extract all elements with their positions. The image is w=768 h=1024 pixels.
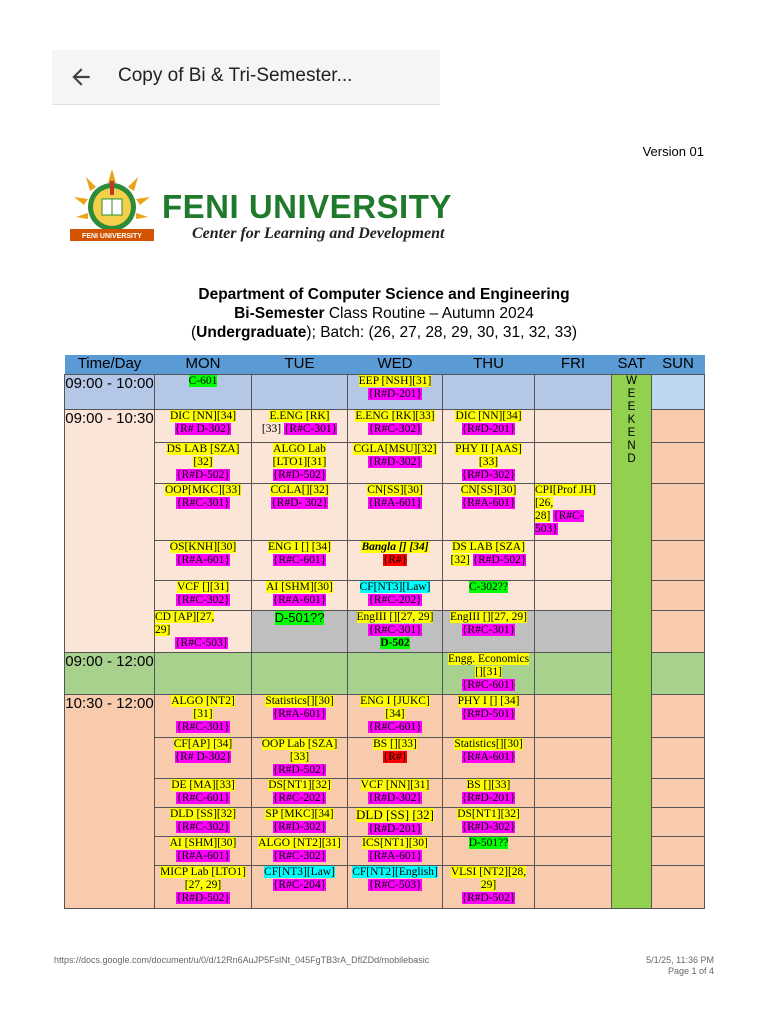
class-text: Engg. Economics	[447, 652, 530, 665]
cell-fri	[535, 737, 612, 778]
class-text: SP [MKC][34]	[265, 807, 334, 820]
room-text: {R#C-302}	[176, 820, 230, 833]
room-text: {R#C-503}	[175, 636, 229, 649]
footer-page-number: Page 1 of 4	[667, 966, 714, 976]
class-text: ALGO Lab	[273, 442, 326, 455]
room-text: {R#C-	[553, 509, 584, 522]
cell-thu	[443, 610, 535, 652]
class-text: Statistics[][30]	[265, 694, 334, 707]
room-text: {R#D-502}	[272, 468, 327, 481]
cell-fri	[535, 865, 612, 908]
header-thu: THU	[443, 355, 535, 374]
cell-fri	[535, 409, 612, 442]
cell-fri	[535, 836, 612, 865]
class-text: BS [][33]	[466, 778, 511, 791]
header-sat: SAT	[612, 355, 652, 374]
footer-url: https://docs.google.com/document/u/0/d/12Rn6AuJP5FslNt_045FgTB3rA_DflZDd/mobilebasic	[54, 955, 430, 965]
class-text: AI [SHM][30]	[266, 580, 333, 593]
cell-thu	[443, 778, 535, 807]
class-text: EngIII [][27, 29]	[356, 610, 434, 623]
class-text: EngIII [][27, 29]	[450, 610, 527, 623]
room-text: {R#D-502}	[272, 763, 327, 776]
cell-tue	[252, 540, 348, 580]
cell-wed	[348, 694, 443, 737]
class-text: ENG I [JUKC]	[360, 694, 430, 707]
table-row	[65, 778, 705, 807]
semester-label: Bi-Semester	[234, 305, 325, 322]
class-text: ALGO [NT2]	[171, 694, 235, 707]
weekend-letter: K	[627, 413, 636, 426]
cell-wed	[348, 652, 443, 694]
header-sun: SUN	[652, 355, 705, 374]
room-alt: D-502	[380, 636, 410, 649]
class-text: ENG I [] [34]	[268, 540, 331, 553]
cell-mon	[155, 652, 252, 694]
class-text: D-501??	[468, 836, 509, 849]
cell-tue	[252, 865, 348, 908]
class-text: DIC [NN][34]	[455, 409, 522, 422]
cell-mon	[155, 483, 252, 540]
class-text: AI [SHM][30]	[169, 836, 237, 849]
table-row	[65, 807, 705, 836]
cell-tue	[252, 836, 348, 865]
class-text: VCF [NN][31]	[360, 778, 430, 791]
cell-tue	[252, 807, 348, 836]
header-wed: WED	[348, 355, 443, 374]
routine-heading	[0, 305, 768, 323]
university-subtitle: Center for Learning and Development	[192, 225, 445, 242]
class-text: DS LAB [SZA]	[452, 540, 525, 553]
class-text: E.ENG [RK]	[269, 409, 330, 422]
cell-tue	[252, 610, 348, 652]
header-tue: TUE	[252, 355, 348, 374]
time-slot-4: 10:30 - 12:00	[65, 694, 155, 908]
cell-wed	[348, 374, 443, 409]
room-text: {R#C-601}	[461, 678, 516, 691]
class-text: Bangla [] [34]	[361, 540, 429, 553]
table-row	[65, 483, 705, 540]
room-text: {R#D-502}	[176, 468, 230, 481]
room-text: {R#A-601}	[176, 553, 230, 566]
room-text: {R#}	[382, 750, 408, 763]
cell-thu	[443, 580, 535, 610]
time-slot-3: 09:00 - 12:00	[65, 652, 155, 694]
cell-thu	[443, 374, 535, 409]
class-text: ICS[NT1][30]	[362, 836, 428, 849]
cell-wed	[348, 737, 443, 778]
time-slot-1: 09:00 - 10:00	[65, 374, 155, 409]
logo-text: FENI UNIVERSITY	[82, 233, 142, 240]
program-label: Undergraduate	[196, 324, 307, 341]
cell-fri	[535, 580, 612, 610]
cell-mon	[155, 737, 252, 778]
room-text: {R#C-301}	[283, 422, 338, 435]
header-time-day: Time/Day	[65, 355, 155, 374]
cell-mon	[155, 610, 252, 652]
room-text: {R#C-302}	[272, 849, 327, 862]
room-text: {R# D-302}	[174, 750, 232, 763]
weekend-letter: N	[627, 439, 636, 452]
room-text: {R#D-302}	[368, 455, 422, 468]
cell-tue	[252, 374, 348, 409]
class-text: DE [MA][33]	[171, 778, 235, 791]
class-batch: [33]	[261, 422, 282, 435]
cell-tue	[252, 483, 348, 540]
class-text: DS[NT1][32]	[457, 807, 520, 820]
cell-thu	[443, 409, 535, 442]
room-text: {R#C-601}	[368, 720, 422, 733]
room-text: {R#C-204}	[272, 878, 327, 891]
room-text: {R#D-201}	[461, 791, 516, 804]
cell-thu	[443, 737, 535, 778]
cell-sun	[652, 483, 705, 540]
cell-mon	[155, 580, 252, 610]
class-text: VCF [][31]	[176, 580, 230, 593]
cell-tue	[252, 694, 348, 737]
room-text: {R#D- 302}	[271, 496, 328, 509]
room-text: {R#D-502}	[176, 891, 230, 904]
room-text: {R#D-302}	[461, 820, 516, 833]
class-text: DS LAB [SZA]	[166, 442, 240, 455]
cell-thu	[443, 442, 535, 483]
class-batch: 29]	[155, 623, 171, 636]
room-text: {R#C-601}	[176, 791, 230, 804]
cell-tue	[252, 737, 348, 778]
class-text: CF[NT2][English]	[352, 865, 438, 878]
cell-thu	[443, 865, 535, 908]
room-text: {R#D-201}	[368, 387, 422, 400]
cell-sun	[652, 652, 705, 694]
room-text: {R#A-601}	[368, 496, 422, 509]
table-row	[65, 374, 705, 409]
weekend-letter: D	[627, 452, 636, 465]
class-text: CPI[Prof JH]	[535, 483, 597, 496]
room-text: {R#C-601}	[272, 553, 327, 566]
cell-sun	[652, 442, 705, 483]
cell-fri	[535, 778, 612, 807]
class-batch: [27, 29]	[184, 878, 222, 891]
room-text: {R#C-301}	[176, 496, 230, 509]
weekend-letter: W	[626, 374, 637, 387]
class-text: MICP Lab [LTO1]	[160, 865, 246, 878]
room-text: {R#A-601}	[272, 707, 327, 720]
cell-sun	[652, 580, 705, 610]
room-text: {R#D-501}	[461, 707, 516, 720]
class-text: OS[KNH][30]	[169, 540, 237, 553]
room-text: {R#D-201}	[461, 422, 516, 435]
class-text: ALGO [NT2][31]	[258, 836, 341, 849]
batch-list: ); Batch: (26, 27, 28, 29, 30, 31, 32, 33)	[306, 324, 577, 341]
class-text: CF[NT3][Law]	[359, 580, 431, 593]
class-text: CGLA[][32]	[270, 483, 329, 496]
cell-wed	[348, 580, 443, 610]
class-text: C-601	[188, 374, 218, 387]
class-text: DS[NT1][32]	[268, 778, 331, 791]
class-text: C-302??	[469, 580, 508, 593]
room-text: {R#A-601}	[176, 849, 230, 862]
table-row	[65, 737, 705, 778]
weekend-letter: E	[627, 400, 636, 413]
cell-wed	[348, 778, 443, 807]
cell-fri	[535, 540, 612, 580]
weekend-letter: E	[627, 426, 636, 439]
routine-term: Class Routine – Autumn 2024	[324, 305, 534, 322]
cell-wed	[348, 610, 443, 652]
table-row	[65, 540, 705, 580]
university-logo	[66, 163, 158, 245]
class-batch: [LTO1][31]	[272, 455, 327, 468]
room-text: {R#D-302}	[368, 791, 422, 804]
class-text: OOP[MKC][33]	[164, 483, 242, 496]
cell-fri	[535, 694, 612, 737]
room-text: {R#C-302}	[368, 422, 422, 435]
cell-fri	[535, 442, 612, 483]
class-batch-2: 28]	[535, 509, 551, 522]
class-batch: [31]	[193, 707, 213, 720]
cell-thu	[443, 540, 535, 580]
cell-thu	[443, 694, 535, 737]
class-text: D-501??	[274, 610, 325, 625]
table-row	[65, 580, 705, 610]
class-text: DLD [SS] [32]	[356, 807, 434, 822]
cell-mon	[155, 374, 252, 409]
table-row	[65, 694, 705, 737]
class-text: CGLA[MSU][32]	[353, 442, 437, 455]
version-label: Version 01	[642, 144, 704, 159]
cell-fri	[535, 652, 612, 694]
class-text: CN[SS][30]	[367, 483, 423, 496]
room-text: {R#C-301}	[368, 623, 422, 636]
room-text: {R#C-301}	[176, 720, 230, 733]
room-text: {R#A-601}	[368, 849, 422, 862]
class-text: Statistics[][30]	[454, 737, 523, 750]
class-text: EEP [NSH][31]	[358, 374, 432, 387]
class-batch: [][31]	[475, 665, 502, 678]
room-text: {R#D-201}	[368, 822, 422, 835]
cell-tue	[252, 778, 348, 807]
room-text: {R#}	[382, 553, 408, 566]
class-text: DLD [SS][32]	[169, 807, 237, 820]
cell-fri	[535, 610, 612, 652]
room-text: {R#D-502}	[472, 553, 527, 566]
class-text: CN[SS][30]	[460, 483, 517, 496]
class-text: VLSI [NT2][28,	[450, 865, 527, 878]
room-text: {R#C-503}	[368, 878, 422, 891]
table-row	[65, 865, 705, 908]
cell-thu	[443, 652, 535, 694]
cell-fri	[535, 483, 612, 540]
cell-thu	[443, 483, 535, 540]
cell-mon	[155, 409, 252, 442]
cell-wed	[348, 836, 443, 865]
cell-tue	[252, 652, 348, 694]
document-header-bar	[52, 50, 440, 105]
cell-sun	[652, 807, 705, 836]
cell-mon	[155, 807, 252, 836]
cell-mon	[155, 865, 252, 908]
class-batch: [34]	[385, 707, 405, 720]
cell-wed	[348, 540, 443, 580]
class-text: DIC [NN][34]	[169, 409, 237, 422]
class-batch: [33]	[289, 750, 310, 763]
class-text: PHY II [AAS]	[455, 442, 522, 455]
cell-sun	[652, 540, 705, 580]
class-text: OOP Lab [SZA]	[261, 737, 338, 750]
class-text: BS [][33]	[373, 737, 417, 750]
cell-fri	[535, 807, 612, 836]
header-fri: FRI	[535, 355, 612, 374]
cell-wed	[348, 442, 443, 483]
table-row	[65, 442, 705, 483]
class-text: E.ENG [RK][33]	[355, 409, 435, 422]
cell-sun	[652, 374, 705, 409]
room-text: {R#D-302}	[461, 468, 516, 481]
class-batch: [32]	[193, 455, 213, 468]
room-text: {R#C-202}	[368, 593, 422, 606]
weekend-letter: E	[627, 387, 636, 400]
cell-thu	[443, 807, 535, 836]
cell-thu	[443, 836, 535, 865]
table-row	[65, 610, 705, 652]
class-batch: [33]	[478, 455, 499, 468]
department-heading: Department of Computer Science and Engineering	[198, 286, 570, 303]
cell-mon	[155, 778, 252, 807]
header-mon: MON	[155, 355, 252, 374]
cell-sun	[652, 409, 705, 442]
table-header-row	[65, 355, 705, 374]
routine-table	[64, 355, 705, 909]
class-text: CF[NT3][Law]	[264, 865, 335, 878]
table-row	[65, 652, 705, 694]
cell-wed	[348, 483, 443, 540]
class-batch: 29]	[480, 878, 497, 891]
cell-wed	[348, 865, 443, 908]
cell-mon	[155, 694, 252, 737]
cell-mon	[155, 540, 252, 580]
cell-sun	[652, 694, 705, 737]
cell-sun	[652, 737, 705, 778]
cell-wed	[348, 807, 443, 836]
room-text-2: 503}	[535, 522, 558, 535]
class-text: CF[AP] [34]	[173, 737, 233, 750]
room-text: {R#C-302}	[176, 593, 230, 606]
cell-wed	[348, 409, 443, 442]
footer-datetime: 5/1/25, 11:36 PM	[646, 955, 714, 965]
cell-sun	[652, 836, 705, 865]
cell-sun	[652, 865, 705, 908]
cell-sun	[652, 778, 705, 807]
cell-tue	[252, 580, 348, 610]
class-text: PHY I [] [34]	[457, 694, 520, 707]
cell-mon	[155, 836, 252, 865]
document-title: Copy of Bi & Tri-Semester...	[118, 65, 353, 86]
room-text: {R#D-302}	[272, 820, 327, 833]
room-text: {R#A-601}	[461, 496, 516, 509]
cell-fri	[535, 374, 612, 409]
table-row	[65, 409, 705, 442]
room-text: {R#C-301}	[461, 623, 516, 636]
weekend-column	[612, 374, 652, 908]
room-text: {R#A-601}	[461, 750, 516, 763]
room-text: {R#C-202}	[272, 791, 327, 804]
arrow-left-icon[interactable]	[68, 64, 94, 90]
cell-tue	[252, 442, 348, 483]
room-text: {R# D-302}	[174, 422, 232, 435]
university-name: FENI UNIVERSITY	[162, 188, 452, 225]
time-slot-2: 09:00 - 10:30	[65, 409, 155, 652]
batch-heading	[0, 324, 768, 342]
cell-sun	[652, 610, 705, 652]
cell-tue	[252, 409, 348, 442]
class-text: CD [AP][27,	[155, 610, 215, 623]
room-text: {R#D-502}	[461, 891, 516, 904]
cell-mon	[155, 442, 252, 483]
batch-open-paren: (	[191, 324, 197, 341]
class-batch: [26,	[535, 496, 554, 509]
class-batch: [32]	[450, 553, 470, 566]
table-row	[65, 836, 705, 865]
room-text: {R#A-601}	[272, 593, 327, 606]
